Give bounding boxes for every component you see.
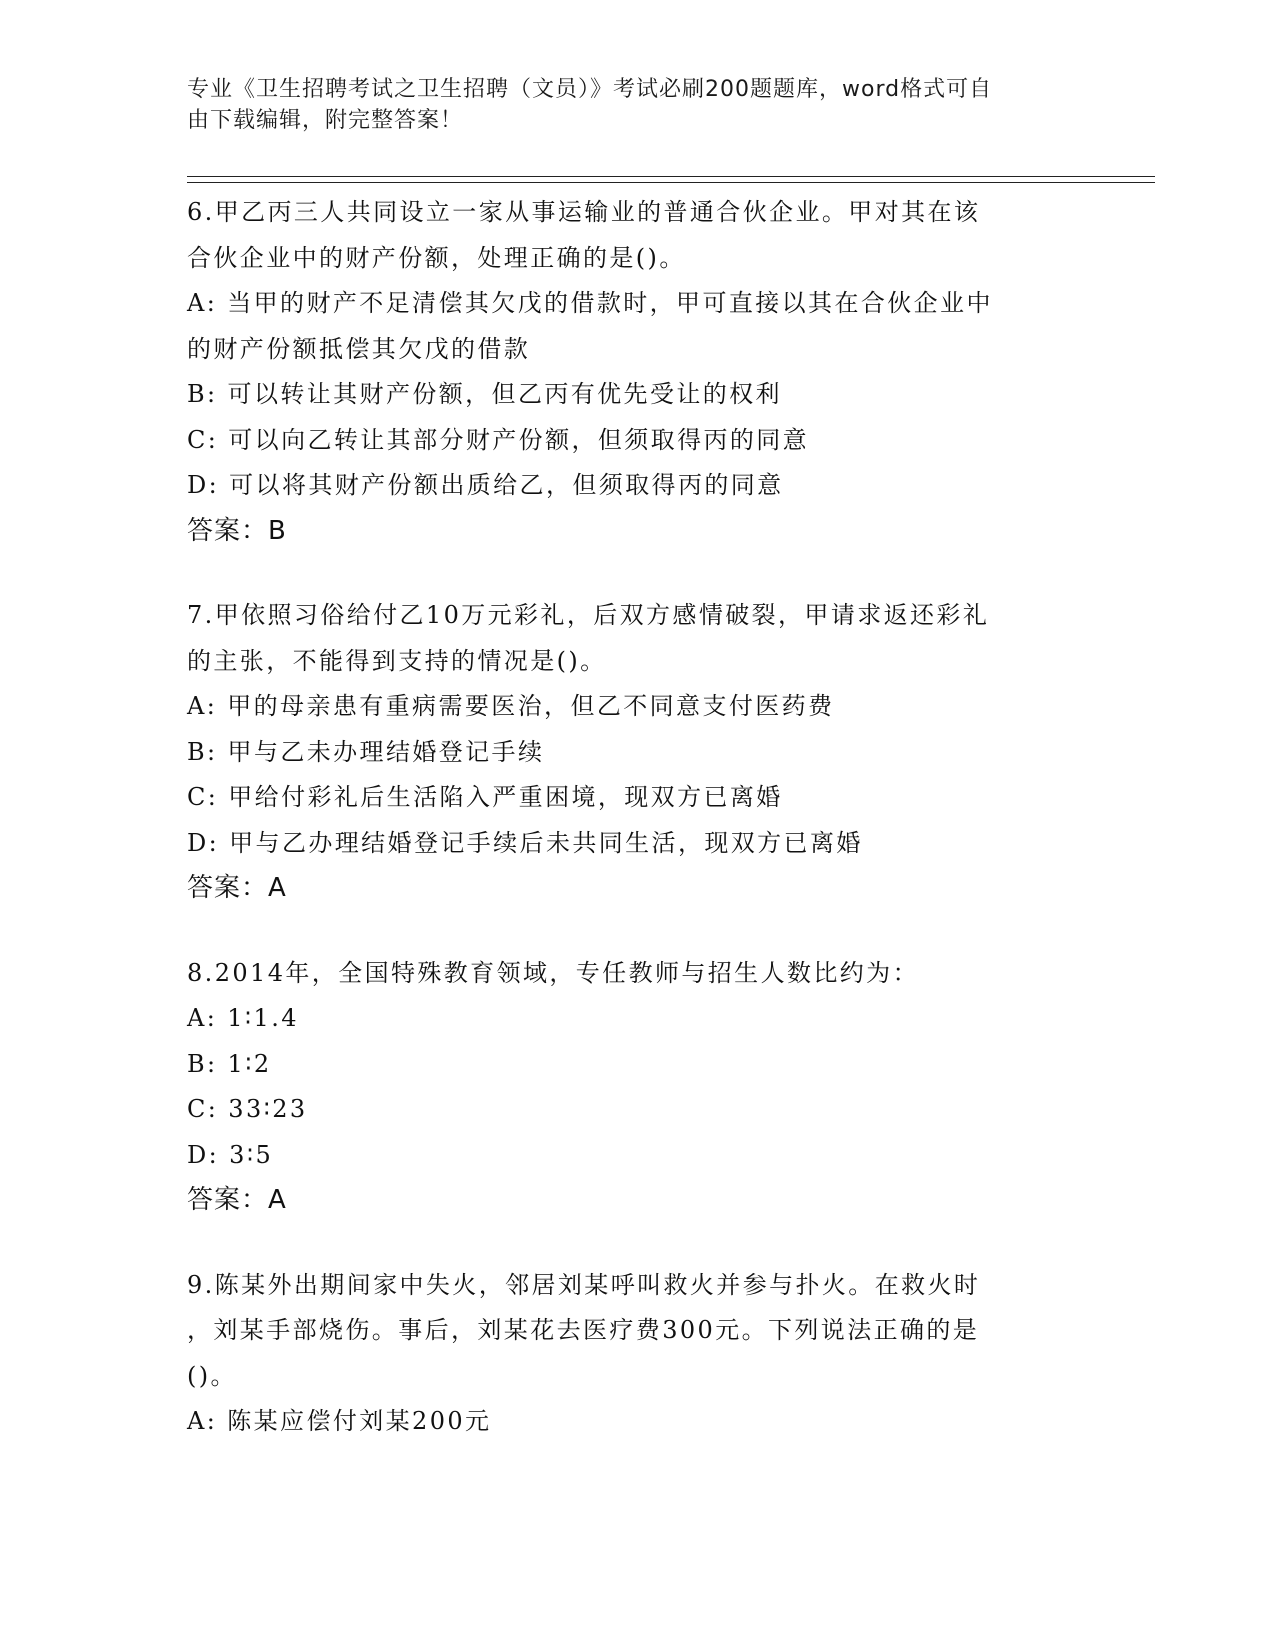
header-divider-top: [187, 176, 1155, 177]
question-text-line: 的主张，不能得到支持的情况是()。: [187, 646, 607, 675]
option-c: C: 33∶23: [187, 1095, 308, 1123]
question-text-line: 6.甲乙丙三人共同设立一家从事运输业的普通合伙企业。甲对其在该: [187, 198, 981, 226]
header-divider-bottom: [187, 182, 1155, 183]
question-text-line: 合伙企业中的财产份额，处理正确的是()。: [187, 243, 686, 272]
document-header: [187, 74, 1067, 136]
option-d: D: 3∶5: [187, 1140, 274, 1169]
question-9: [187, 1263, 1087, 1445]
option-d: D: 可以将其财产份额出质给乙，但须取得丙的同意: [187, 471, 784, 499]
header-line-2: 由下载编辑，附完整答案！: [187, 108, 464, 133]
option-b: B: 甲与乙未办理结婚登记手续: [187, 737, 545, 766]
question-text-line: ，刘某手部烧伤。事后，刘某花去医疗费300元。下列说法正确的是: [187, 1316, 980, 1344]
question-text-line: 7.甲依照习俗给付乙10万元彩礼，后双方感情破裂，甲请求返还彩礼: [187, 601, 990, 629]
question-8: [187, 951, 1087, 1224]
answer-label: 答案：B: [187, 515, 287, 546]
question-text-line: 9.陈某外出期间家中失火，邻居刘某呼叫救火并参与扑火。在救火时: [187, 1270, 981, 1299]
question-text-line: ()。: [187, 1361, 237, 1390]
question-7: [187, 593, 1087, 912]
question-list: [187, 190, 1087, 1484]
option-b: B: 1∶2: [187, 1049, 272, 1078]
option-c: C: 可以向乙转让其部分财产份额，但须取得丙的同意: [187, 425, 810, 454]
option-a: A: 当甲的财产不足清偿其欠戊的借款时，甲可直接以其在合伙企业中: [187, 289, 993, 317]
option-a: A: 甲的母亲患有重病需要医治，但乙不同意支付医药费: [187, 692, 835, 720]
option-c: C: 甲给付彩礼后生活陷入严重困境，现双方已离婚: [187, 783, 783, 811]
question-6: [187, 190, 1087, 554]
option-a-continued: 的财产份额抵偿其欠戊的借款: [187, 334, 531, 363]
header-line-1: 专业《卫生招聘考试之卫生招聘（文员）》考试必刷200题题库，word格式可自: [187, 77, 993, 102]
answer-label: 答案：A: [187, 873, 287, 903]
answer-label: 答案：A: [187, 1185, 287, 1215]
option-d: D: 甲与乙办理结婚登记手续后未共同生活，现双方已离婚: [187, 828, 863, 857]
option-a: A: 陈某应偿付刘某200元: [187, 1407, 492, 1435]
question-text-line: 8.2014年，全国特殊教育领域，专任教师与招生人数比约为：: [187, 958, 919, 987]
option-b: B: 可以转让其财产份额，但乙丙有优先受让的权利: [187, 380, 782, 408]
option-a: A: 1∶1.4: [187, 1004, 299, 1032]
